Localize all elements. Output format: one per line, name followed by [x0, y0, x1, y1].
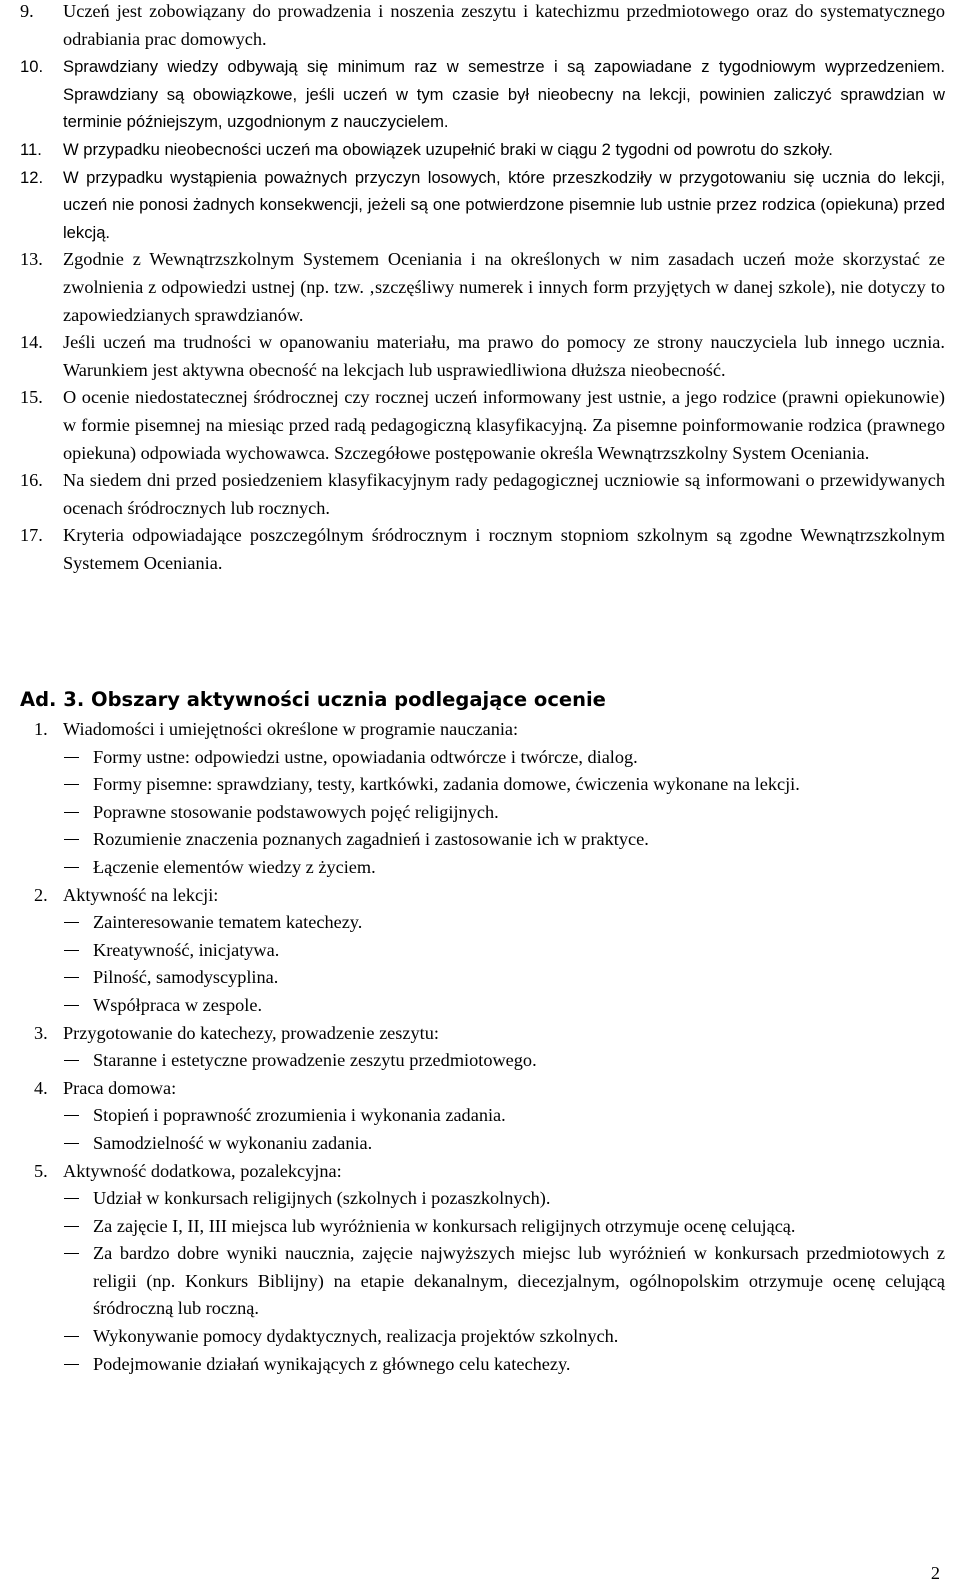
- dash-icon: [64, 1336, 79, 1337]
- area-bullets: [63, 1185, 945, 1378]
- area-number: 2.: [34, 884, 48, 905]
- bullet-item: [20, 771, 945, 799]
- area-title: Aktywność na lekcji:: [63, 884, 219, 905]
- area-item-4: [20, 1075, 945, 1158]
- dash-icon: [64, 1115, 79, 1116]
- rule-number: 10.: [20, 57, 44, 77]
- area-item-3: [20, 1020, 945, 1075]
- rule-number: 12.: [20, 167, 44, 187]
- bullet-text: Udział w konkursach religijnych (szkolnych i pozaszkolnych).: [93, 1188, 551, 1209]
- rule-item-12: [20, 164, 945, 247]
- area-number: 5.: [34, 1160, 48, 1181]
- bullet-item: [20, 1213, 945, 1241]
- rule-number: 17.: [20, 525, 43, 546]
- bullet-text: Formy ustne: odpowiedzi ustne, opowiadania odtwórcze i twórcze, dialog.: [93, 746, 638, 767]
- rule-number: 15.: [20, 387, 43, 408]
- rule-text: Kryteria odpowiadające poszczególnym śródrocznym i rocznym stopniom szkolnym są zgodne Wewnątrzszkolnym Systemem Oceniania.: [63, 525, 945, 573]
- dash-icon: [64, 812, 79, 813]
- dash-icon: [64, 839, 79, 840]
- rule-text: W przypadku nieobecności uczeń ma obowiązek uzupełnić braki w ciągu 2 tygodni od powrotu do szkoły.: [63, 139, 833, 159]
- bullet-item: [20, 909, 945, 937]
- rule-item-15: [20, 384, 945, 467]
- bullet-item: [20, 1351, 945, 1379]
- bullet-item: [20, 1323, 945, 1351]
- area-item-5: [20, 1158, 945, 1379]
- rule-text: O ocenie niedostatecznej śródrocznej czy rocznej uczeń informowany jest ustnie, a jego rodzice (prawni opiekunowie) w formie pisemnej na miesiąc przed radą pedagogiczną klasyfikacyjną. Za pisemne poinformowanie rodzica (prawnego opiekuna) odpowiada wychowawca. Szczegółowe postępowanie określa Wewnątrzszkolny System Oceniania.: [63, 387, 945, 463]
- bullet-item: [20, 799, 945, 827]
- area-number: 3.: [34, 1022, 48, 1043]
- bullet-item: [20, 744, 945, 772]
- rule-number: 13.: [20, 249, 43, 270]
- rule-text: W przypadku wystąpienia poważnych przyczyn losowych, które przeszkodziły w przygotowaniu się ucznia do lekcji, uczeń nie ponosi żadnych konsekwencji, jeżeli są one potwierdzone pisemnie lub ustnie przez rodzica (opiekuna) przed lekcją.: [63, 167, 945, 242]
- bullet-text: Współpraca w zespole.: [93, 994, 263, 1015]
- bullet-text: Samodzielność w wykonaniu zadania.: [93, 1132, 373, 1153]
- dash-icon: [64, 1143, 79, 1144]
- bullet-item: [20, 1047, 945, 1075]
- bullet-text: Formy pisemne: sprawdziany, testy, kartkówki, zadania domowe, ćwiczenia wykonane na lekcji.: [93, 774, 800, 795]
- bullet-text: Rozumienie znaczenia poznanych zagadnień i zastosowanie ich w praktyce.: [93, 829, 649, 850]
- bullet-text: Za zajęcie I, II, III miejsca lub wyróżnienia w konkursach religijnych otrzymuje ocenę celującą.: [93, 1215, 796, 1236]
- rule-text: Sprawdziany wiedzy odbywają się minimum raz w semestrze i są zapowiadane z tygodniowym wyprzedzeniem. Sprawdziany są obowiązkowe, jeśli uczeń w tym czasie był nieobecny na lekcji, powinien zaliczyć sprawdzian w terminie późniejszym, uzgodnionym z nauczycielem.: [63, 57, 945, 132]
- area-title: Praca domowa:: [63, 1077, 177, 1098]
- rule-number: 16.: [20, 470, 43, 491]
- bullet-item: [20, 1185, 945, 1213]
- bullet-text: Poprawne stosowanie podstawowych pojęć religijnych.: [93, 801, 499, 822]
- bullet-text: Pilność, samodyscyplina.: [93, 967, 279, 988]
- rule-number: 9.: [20, 1, 34, 21]
- bullet-item: [20, 854, 945, 882]
- page-number: 2: [930, 1563, 940, 1583]
- section-heading: Ad. 3. Obszary aktywności ucznia podlegające ocenie: [20, 688, 606, 711]
- rule-number: 11.: [20, 139, 42, 159]
- rules-list: [20, 0, 945, 577]
- rule-item-16: [20, 467, 945, 522]
- dash-icon: [64, 977, 79, 978]
- bullet-text: Łączenie elementów wiedzy z życiem.: [93, 856, 376, 877]
- bullet-item: [20, 964, 945, 992]
- area-bullets: [63, 1102, 945, 1157]
- rule-item-17: [20, 522, 945, 577]
- dash-icon: [64, 867, 79, 868]
- rule-item-11: [20, 136, 945, 164]
- bullet-item: [20, 937, 945, 965]
- dash-icon: [64, 1198, 79, 1199]
- bullet-item: [20, 1240, 945, 1323]
- area-bullets: [63, 744, 945, 882]
- bullet-text: Wykonywanie pomocy dydaktycznych, realizacja projektów szkolnych.: [93, 1326, 619, 1347]
- rule-text: Uczeń jest zobowiązany do prowadzenia i noszenia zeszytu i katechizmu przedmiotowego oraz do systematycznego odrabiania prac domowych.: [63, 1, 945, 49]
- rule-item-9: [20, 0, 945, 53]
- dash-icon: [64, 1060, 79, 1061]
- bullet-item: [20, 992, 945, 1020]
- bullet-text: Staranne i estetyczne prowadzenie zeszytu przedmiotowego.: [93, 1050, 537, 1071]
- assessment-areas-list: [20, 716, 945, 1378]
- dash-icon: [64, 784, 79, 785]
- rule-item-10: [20, 53, 945, 136]
- area-bullets: [63, 909, 945, 1019]
- dash-icon: [64, 1364, 79, 1365]
- rule-item-13: [20, 246, 945, 329]
- area-number: 4.: [34, 1077, 48, 1098]
- area-title: Aktywność dodatkowa, pozalekcyjna:: [63, 1160, 342, 1181]
- dash-icon: [64, 950, 79, 951]
- dash-icon: [64, 1005, 79, 1006]
- rule-item-14: [20, 329, 945, 384]
- area-title: Wiadomości i umiejętności określone w programie nauczania:: [63, 719, 519, 739]
- dash-icon: [64, 922, 79, 923]
- area-title: Przygotowanie do katechezy, prowadzenie zeszytu:: [63, 1022, 439, 1043]
- bullet-text: Podejmowanie działań wynikających z głównego celu katechezy.: [93, 1353, 571, 1374]
- dash-icon: [64, 1253, 79, 1254]
- bullet-item: [20, 826, 945, 854]
- area-item-1: [20, 716, 945, 882]
- rule-text: Zgodnie z Wewnątrzszkolnym Systemem Oceniania i na określonych w nim zasadach uczeń może skorzystać ze zwolnienia z odpowiedzi ustnej (np. tzw. ‚szczęśliwy numerek i innych form przyjętych w danej szkole), nie dotyczy to zapowiedzianych sprawdzianów.: [63, 249, 945, 325]
- dash-icon: [64, 757, 79, 758]
- bullet-item: [20, 1130, 945, 1158]
- bullet-text: Zainteresowanie tematem katechezy.: [93, 912, 363, 933]
- area-number: 1.: [34, 719, 48, 739]
- area-bullets: [63, 1047, 945, 1075]
- rule-number: 14.: [20, 332, 43, 353]
- bullet-text: Stopień i poprawność zrozumienia i wykonania zadania.: [93, 1105, 506, 1126]
- dash-icon: [64, 1226, 79, 1227]
- area-item-2: [20, 882, 945, 1020]
- bullet-item: [20, 1102, 945, 1130]
- rule-text: Jeśli uczeń ma trudności w opanowaniu materiału, ma prawo do pomocy ze strony nauczyciela lub innego ucznia. Warunkiem jest aktywna obecność na lekcjach lub usprawiedliwiona dłuższa nieobecność.: [63, 332, 945, 380]
- bullet-text: Za bardzo dobre wyniki naucznia, zajęcie najwyższych miejsc lub wyróżnień w konkursach przedmiotowych z religii (np. Konkurs Biblijny) na etapie dekanalnym, diecezjalnym, ogólnopolskim otrzymuje ocenę celującą śródroczną lub roczną.: [93, 1243, 945, 1319]
- bullet-text: Kreatywność, inicjatywa.: [93, 939, 280, 960]
- rule-text: Na siedem dni przed posiedzeniem klasyfikacyjnym rady pedagogicznej uczniowie są informowani o przewidywanych ocenach śródrocznych lub rocznych.: [63, 470, 945, 518]
